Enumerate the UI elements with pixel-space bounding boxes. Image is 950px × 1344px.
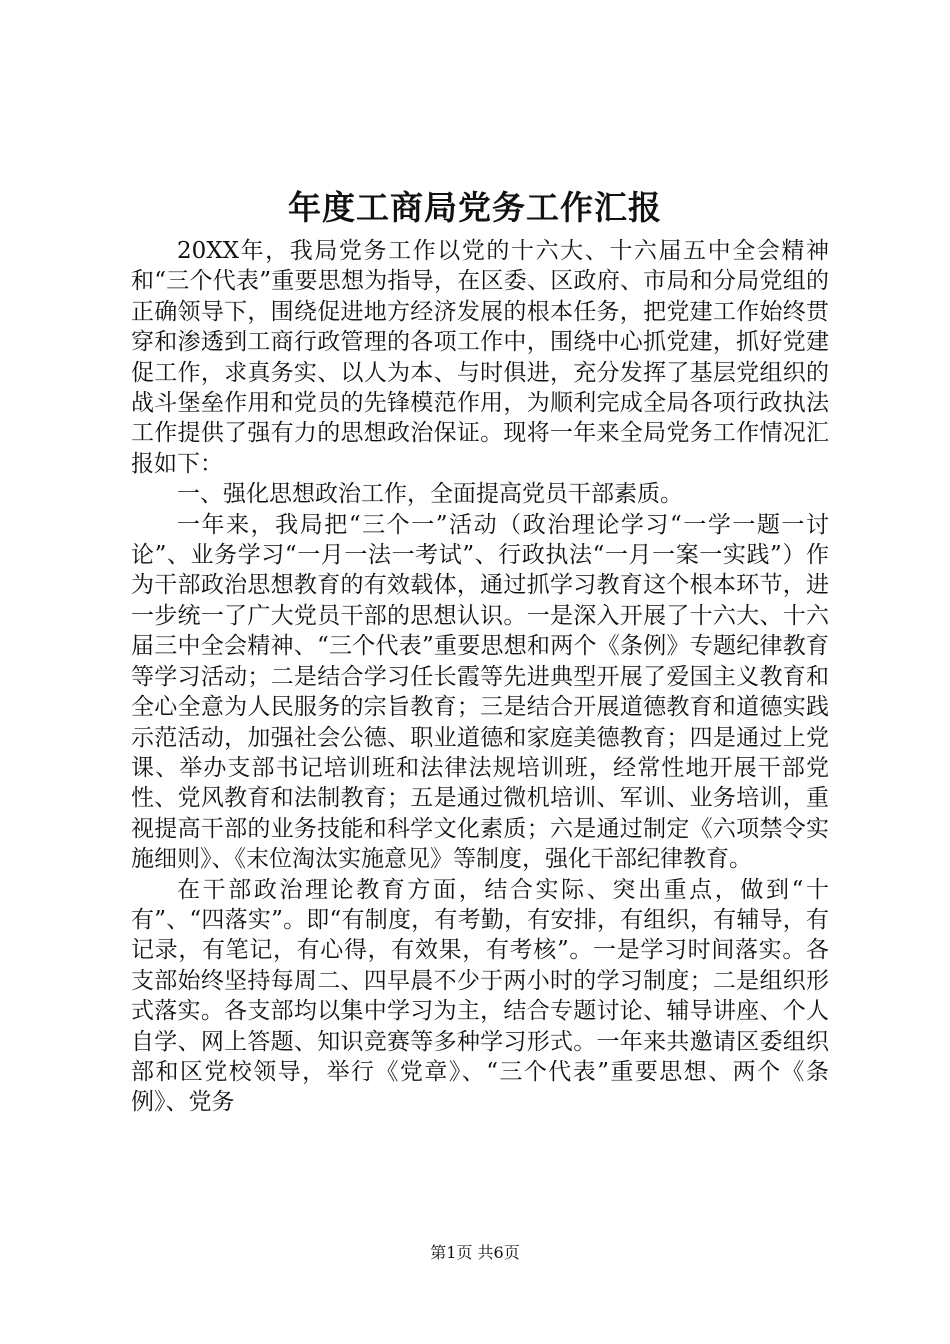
paragraph-theory-education: 在干部政治理论教育方面，结合实际、突出重点，做到“十有”、“四落实”。即“有制度，有考勤，有安排，有组织，有辅导，有记录，有笔记，有心得，有效果，有考核”。一是学习时间落实。各支部始终坚持每周二、四早晨不少于两小时的学习制度；二是组织形式落实。各支部均以集中学习为主，结合专题讨论、辅导讲座、个人自学、网上答题、知识竞赛等多种学习形式。一年来共邀请区委组织部和区党校领导，举行《党章》、“三个代表”重要思想、两个《条例》、党务	[131, 876, 829, 1116]
document-title: 年度工商局党务工作汇报	[288, 188, 662, 227]
section-heading: 一、强化思想政治工作，全面提高党员干部素质。	[177, 481, 683, 508]
paragraph-intro: 20XX年，我局党务工作以党的十六大、十六届五中全会精神和“三个代表”重要思想为指导，在区委、区政府、市局和分局党组的正确领导下，围绕促进地方经济发展的根本任务，把党建工作始终贯穿和渗透到工商行政管理的各项工作中，围绕中心抓党建，抓好党建促工作，求真务实、以人为本、与时俱进，充分发挥了基层党组织的战斗堡垒作用和党员的先锋模范作用，为顺利完成全局各项行政执法工作提供了强有力的思想政治保证。现将一年来全局党务工作情况汇报如下：	[131, 238, 829, 477]
document-body	[131, 236, 829, 1118]
paragraph-activities: 一年来，我局把“三个一”活动（政治理论学习“一学一题一讨论”、业务学习“一月一法一考试”、行政执法“一月一案一实践”）作为干部政治思想教育的有效载体，通过抓学习教育这个根本环节，进一步统一了广大党员干部的思想认识。一是深入开展了十六大、十六届三中全会精神、“三个代表”重要思想和两个《条例》专题纪律教育等学习活动；二是结合学习任长霞等先进典型开展了爱国主义教育和全心全意为人民服务的宗旨教育；三是结合开展道德教育和道德实践示范活动，加强社会公德、职业道德和家庭美德教育；四是通过上党课、举办支部书记培训班和法律法规培训班，经常性地开展干部党性、党风教育和法制教育；五是通过微机培训、军训、业务培训，重视提高干部的业务技能和科学文化素质；六是通过制定《六项禁令实施细则》、《末位淘汰实施意见》等制度，强化干部纪律教育。	[131, 511, 829, 873]
page-footer: 第1页 共6页	[430, 1243, 520, 1262]
